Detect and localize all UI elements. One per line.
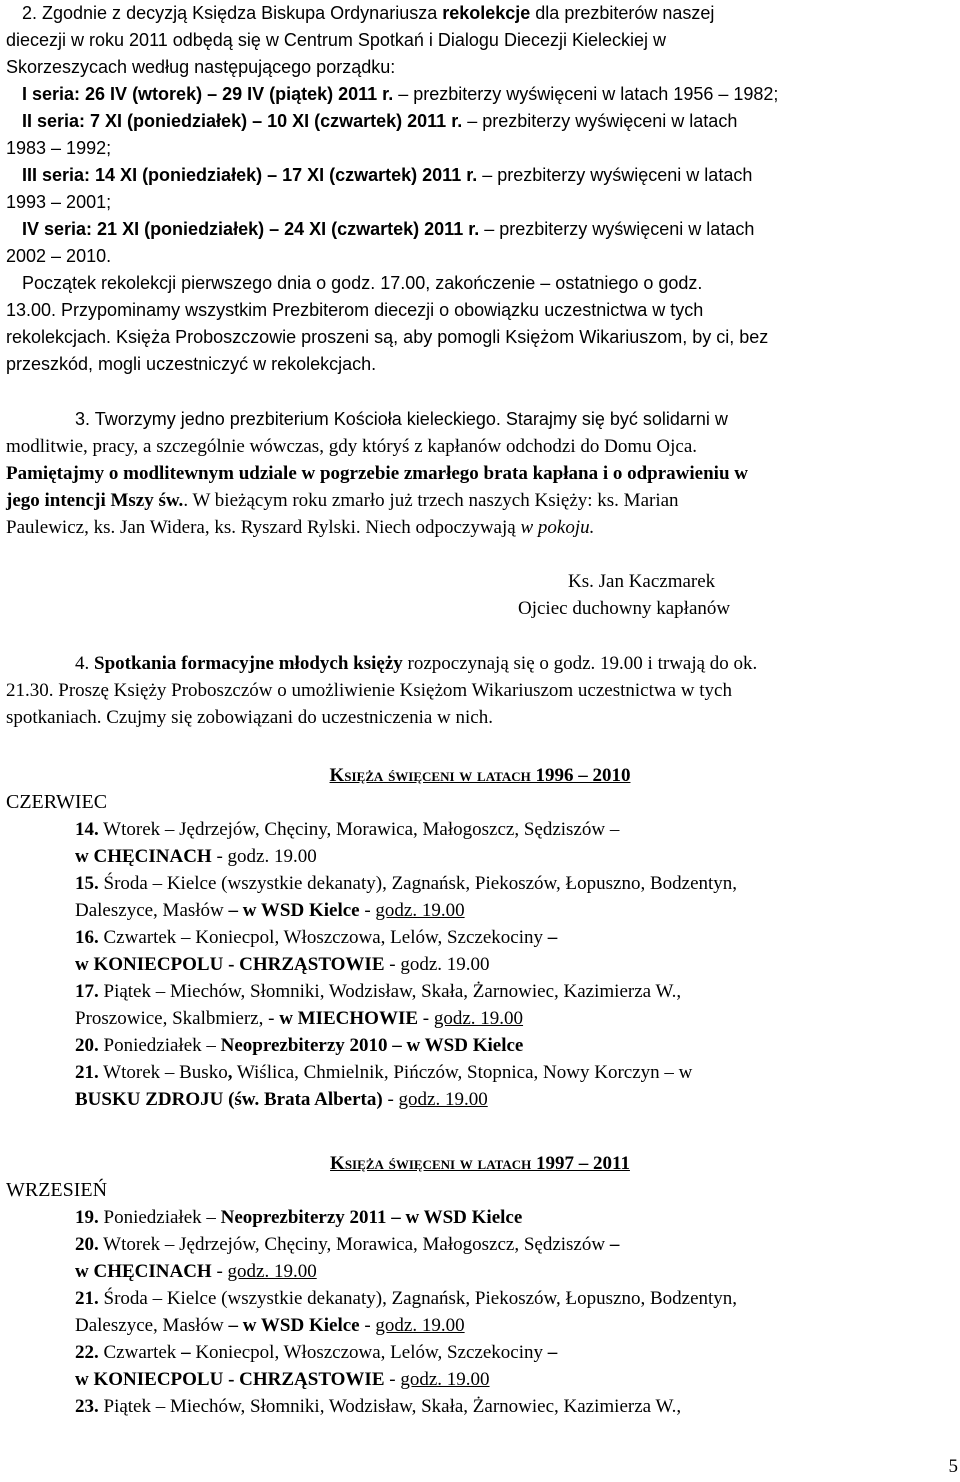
- location: w CHĘCINACH: [75, 1261, 212, 1282]
- entry-16-cont: [75, 951, 954, 978]
- text: Ks. Jan Kaczmarek: [568, 571, 716, 592]
- text: 3. Tworzymy jedno prezbiterium Kościoła kieleckiego. Starajmy się być solidarni w: [75, 409, 728, 429]
- text: Ojciec duchowny kapłanów: [518, 598, 731, 619]
- text: WRZESIEŃ: [6, 1179, 108, 1201]
- text: Piątek – Miechów, Słomniki, Wodzisław, Skała, Żarnowiec, Kazimierza W.,: [98, 981, 682, 1002]
- entry-21b-cont: [75, 1312, 954, 1339]
- sec4-line-2: [6, 677, 954, 704]
- text: 13.00. Przypominamy wszystkim Prezbiterom diecezji o obowiązku uczestnictwa w tych: [6, 300, 704, 320]
- sec3-line-2: [6, 433, 954, 460]
- day-number: 14.: [75, 819, 99, 840]
- text: -: [359, 1315, 376, 1336]
- bold-text: Spotkania formacyjne młodych księży: [94, 653, 403, 674]
- text: 1983 – 1992;: [6, 138, 112, 158]
- text: –: [609, 1234, 620, 1255]
- text: Daleszyce, Masłów: [75, 1315, 229, 1336]
- location: w KONIECPOLU - CHRZĄSTOWIE: [75, 954, 385, 975]
- text: Początek rekolekcji pierwszego dnia o godz. 17.00, zakończenie – ostatniego o godz.: [22, 273, 703, 293]
- time: godz. 19.00: [227, 1261, 317, 1282]
- entry-14: [75, 816, 954, 843]
- text: Środa – Kielce (wszystkie dekanaty), Zagnańsk, Piekoszów, Łopuszno, Bodzentyn,: [98, 1288, 738, 1309]
- time: godz. 19.00: [398, 1089, 488, 1110]
- italic-text: w pokoju.: [520, 517, 595, 538]
- series-dates: II seria: 7 XI (poniedziałek) – 10 XI (czwartek) 2011 r.: [22, 111, 463, 131]
- text: Czwartek: [98, 1342, 182, 1363]
- location: w CHĘCINACH: [75, 846, 212, 867]
- series-desc: – prezbiterzy wyświęceni w latach: [462, 111, 738, 131]
- location: BUSKU ZDROJU (św. Brata Alberta): [75, 1089, 383, 1110]
- heading-text: Księża święceni w latach 1996 – 2010: [329, 765, 631, 786]
- day-number: 15.: [75, 873, 99, 894]
- text: dla prezbiterów naszej: [530, 3, 715, 23]
- text: -: [382, 1089, 399, 1110]
- text: Skorzeszycach według następującego porządku:: [6, 57, 396, 77]
- text: Pamiętajmy o modlitewnym udziale w pogrzebie zmarłego brata kapłana i o odprawieniu w: [6, 463, 749, 484]
- series-3-cont: [6, 189, 954, 216]
- text: spotkaniach. Czujmy się zobowiązani do uczestniczenia w nich.: [6, 707, 493, 728]
- entry-15-cont: [75, 897, 954, 924]
- series-dates: I seria: 26 IV (wtorek) – 29 IV (piątek) 2011 r.: [22, 84, 394, 104]
- text: -: [211, 1261, 228, 1282]
- text: Wtorek – Jędrzejów, Chęciny, Morawica, Małogoszcz, Sędziszów: [98, 1234, 610, 1255]
- text: Koniecpol, Włoszczowa, Lelów, Szczekociny: [190, 1342, 548, 1363]
- text: –: [547, 1342, 558, 1363]
- series-2: [22, 108, 954, 135]
- time: godz. 19.00: [433, 1008, 524, 1029]
- text: Wtorek – Busko: [98, 1062, 228, 1083]
- month-label-1: [6, 789, 954, 816]
- text: Daleszyce, Masłów: [75, 900, 229, 921]
- series-2-cont: [6, 135, 954, 162]
- entry-17: [75, 978, 954, 1005]
- entry-21: [75, 1059, 954, 1086]
- time: godz. 19.00: [400, 1369, 490, 1390]
- time: godz. 19.00: [227, 846, 317, 867]
- entry-16: [75, 924, 954, 951]
- entry-23: [75, 1393, 954, 1420]
- series-dates: III seria: 14 XI (poniedziałek) – 17 XI (czwartek) 2011 r.: [22, 165, 478, 185]
- sec3-line-1: [75, 406, 954, 433]
- sec3-line-3: [6, 460, 954, 487]
- signature-name: [568, 568, 954, 595]
- schedule-heading-1: [6, 762, 954, 789]
- entry-22-cont: [75, 1366, 954, 1393]
- text: 2. Zgodnie z decyzją Księdza Biskupa Ordynariusza: [22, 3, 443, 23]
- text: Wtorek – Jędrzejów, Chęciny, Morawica, Małogoszcz, Sędziszów: [98, 819, 610, 840]
- page-number: 5: [948, 1456, 958, 1477]
- sec3-line-5: [6, 514, 954, 541]
- day-number: 22.: [75, 1342, 99, 1363]
- text: –: [181, 1342, 191, 1363]
- location: – w WSD Kielce: [228, 1315, 360, 1336]
- sec2-para-2: [6, 297, 954, 324]
- entry-21b: [75, 1285, 954, 1312]
- entry-14-cont: [75, 843, 954, 870]
- text: Proszowice, Skalbmierz, -: [75, 1008, 280, 1029]
- text: -: [359, 900, 376, 921]
- series-1: [22, 81, 954, 108]
- bold-text: jego intencji Mszy św.: [6, 490, 184, 511]
- day-number: 20.: [75, 1035, 99, 1056]
- series-dates: IV seria: 21 XI (poniedziałek) – 24 XI (czwartek) 2011 r.: [22, 219, 480, 239]
- sec4-line-1: [75, 650, 954, 677]
- text: 21.30. Proszę Księży Proboszczów o umożliwienie Księżom Wikariuszom uczestnictwa w tych: [6, 680, 732, 701]
- heading-text: Księża święceni w latach 1997 – 2011: [330, 1153, 630, 1174]
- month-label-2: [6, 1177, 954, 1204]
- series-desc: – prezbiterzy wyświęceni w latach: [477, 165, 753, 185]
- text: rozpoczynają się o godz. 19.00 i trwają do ok.: [402, 653, 758, 674]
- entry-19: [75, 1204, 954, 1231]
- day-number: 17.: [75, 981, 99, 1002]
- text: rekolekcjach. Księża Proboszczowie proszeni są, aby pomogli Księżom Wikariuszom, by ci, bez: [6, 327, 769, 347]
- series-desc: – prezbiterzy wyświęceni w latach 1956 – 1982;: [393, 84, 779, 104]
- day-number: 16.: [75, 927, 99, 948]
- text: Środa – Kielce (wszystkie dekanaty), Zagnańsk, Piekoszów, Łopuszno, Bodzentyn,: [98, 873, 738, 894]
- day-number: 23.: [75, 1396, 99, 1417]
- text: -: [418, 1008, 434, 1029]
- day-number: 21.: [75, 1288, 99, 1309]
- text: modlitwie, pracy, a szczególnie wówczas, gdy któryś z kapłanów odchodzi do Domu Ojca.: [6, 436, 698, 457]
- sec2-para-4: [6, 351, 954, 378]
- entry-20: [75, 1032, 954, 1059]
- sec2-line-2: [6, 27, 954, 54]
- location: w MIECHOWIE: [279, 1008, 419, 1029]
- location: Neoprezbiterzy 2011 – w WSD Kielce: [220, 1207, 523, 1228]
- text: -: [384, 1369, 401, 1390]
- bold-text: rekolekcje: [442, 3, 531, 23]
- entry-17-cont: [75, 1005, 954, 1032]
- text: ,: [227, 1062, 233, 1083]
- text: 4.: [75, 653, 94, 674]
- entry-21-cont: [75, 1086, 954, 1113]
- sec2-line-3: [6, 54, 954, 81]
- entry-20b: [75, 1231, 954, 1258]
- text: –: [609, 819, 620, 840]
- sec2-para-3: [6, 324, 954, 351]
- day-number: 19.: [75, 1207, 99, 1228]
- entry-15: [75, 870, 954, 897]
- day-number: 21.: [75, 1062, 99, 1083]
- schedule-heading-2: [6, 1150, 954, 1177]
- text: CZERWIEC: [6, 791, 108, 813]
- location: Neoprezbiterzy 2010 – w WSD Kielce: [220, 1035, 524, 1056]
- text: diecezji w roku 2011 odbędą się w Centrum Spotkań i Dialogu Diecezji Kieleckiej w: [6, 30, 666, 50]
- series-4-cont: [6, 243, 954, 270]
- sec2-para-1: [22, 270, 954, 297]
- series-desc: – prezbiterzy wyświęceni w latach: [479, 219, 755, 239]
- day-number: 20.: [75, 1234, 99, 1255]
- text: Paulewicz, ks. Jan Widera, ks. Ryszard Rylski. Niech odpoczywają: [6, 517, 521, 538]
- text: –: [547, 927, 558, 948]
- entry-22: [75, 1339, 954, 1366]
- series-4: [22, 216, 954, 243]
- sec4-line-3: [6, 704, 954, 731]
- text: Poniedziałek –: [98, 1035, 221, 1056]
- text: Czwartek – Koniecpol, Włoszczowa, Lelów, Szczekociny: [98, 927, 548, 948]
- signature-title: [518, 595, 954, 622]
- entry-20b-cont: [75, 1258, 954, 1285]
- text: przeszkód, mogli uczestniczyć w rekolekcjach.: [6, 354, 377, 374]
- text: Piątek – Miechów, Słomniki, Wodzisław, Skała, Żarnowiec, Kazimierza W.,: [98, 1396, 682, 1417]
- text: 1993 – 2001;: [6, 192, 112, 212]
- text: Wiślica, Chmielnik, Pińczów, Stopnica, Nowy Korczyn – w: [232, 1062, 693, 1083]
- series-3: [22, 162, 954, 189]
- location: w KONIECPOLU - CHRZĄSTOWIE: [75, 1369, 385, 1390]
- sec3-line-4: [6, 487, 954, 514]
- time: - godz. 19.00: [384, 954, 490, 975]
- text: . W bieżącym roku zmarło już trzech naszych Księży: ks. Marian: [183, 490, 679, 511]
- sec2-line-1: [22, 0, 954, 27]
- text: Poniedziałek –: [98, 1207, 221, 1228]
- time: godz. 19.00: [375, 1315, 465, 1336]
- text: -: [211, 846, 228, 867]
- location: – w WSD Kielce: [228, 900, 360, 921]
- time: godz. 19.00: [375, 900, 465, 921]
- text: 2002 – 2010.: [6, 246, 112, 266]
